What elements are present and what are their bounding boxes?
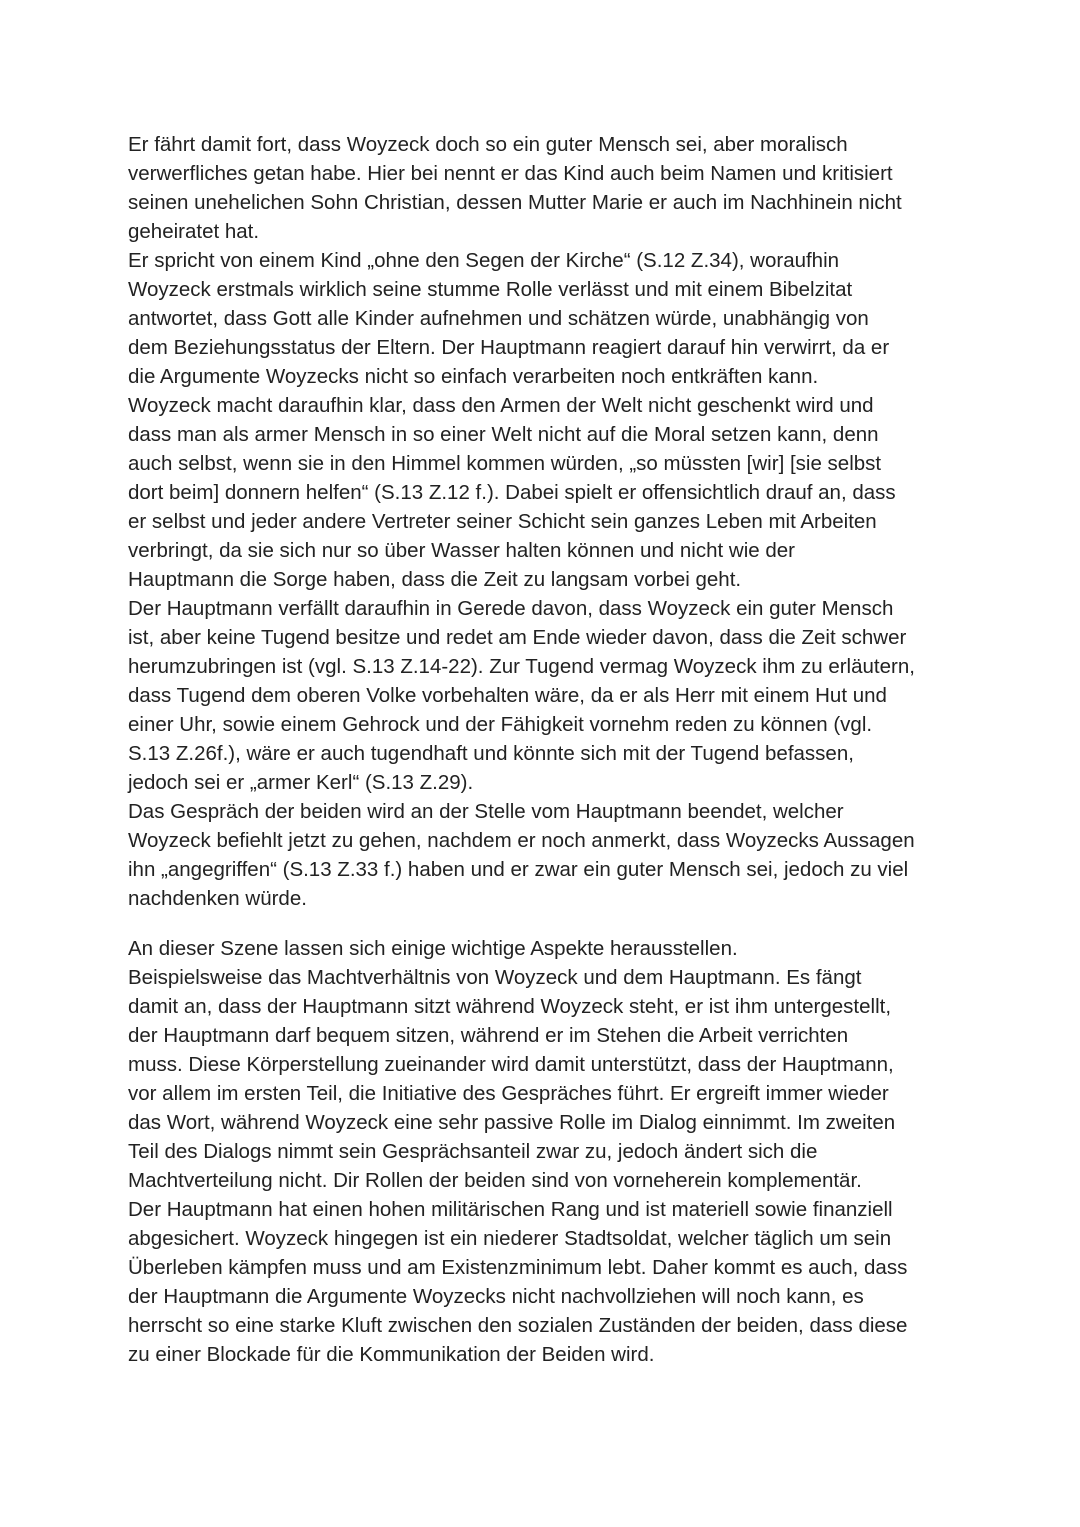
text-line: Teil des Dialogs nimmt sein Gesprächsanteil zwar zu, jedoch ändert sich die [128,1140,818,1163]
text-line: dass man als armer Mensch in so einer Welt nicht auf die Moral setzen kann, denn [128,423,879,446]
text-line: abgesichert. Woyzeck hingegen ist ein niederer Stadtsoldat, welcher täglich um sein [128,1227,892,1250]
text-line: muss. Diese Körperstellung zueinander wird damit unterstützt, dass der Hauptmann, [128,1053,894,1076]
text-line: ihn „angegriffen“ (S.13 Z.33 f.) haben und er zwar ein guter Mensch sei, jedoch zu viel [128,858,909,881]
text-line: herumzubringen ist (vgl. S.13 Z.14-22). Zur Tugend vermag Woyzeck ihm zu erläutern, [128,655,915,678]
text-line: Machtverteilung nicht. Dir Rollen der beiden sind von vorneherein komplementär. [128,1169,862,1192]
text-line: seinen unehelichen Sohn Christian, dessen Mutter Marie er auch im Nachhinein nicht [128,191,902,214]
text-line: dort beim] donnern helfen“ (S.13 Z.12 f.). Dabei spielt er offensichtlich drauf an, dass [128,481,896,504]
text-line: Der Hauptmann verfällt daraufhin in Gerede davon, dass Woyzeck ein guter Mensch [128,597,894,620]
text-line: dem Beziehungsstatus der Eltern. Der Hauptmann reagiert darauf hin verwirrt, da er [128,336,890,359]
text-line: auch selbst, wenn sie in den Himmel kommen würden, „so müssten [wir] [sie selbst [128,452,882,475]
text-line: er selbst und jeder andere Vertreter seiner Schicht sein ganzes Leben mit Arbeiten [128,510,877,533]
text-line: der Hauptmann darf bequem sitzen, während er im Stehen die Arbeit verrichten [128,1024,849,1047]
text-line: das Wort, während Woyzeck eine sehr passive Rolle im Dialog einnimmt. Im zweiten [128,1111,896,1134]
text-line: zu einer Blockade für die Kommunikation der Beiden wird. [128,1343,655,1366]
text-line: Er fährt damit fort, dass Woyzeck doch so ein guter Mensch sei, aber moralisch [128,133,848,156]
text-line: herrscht so eine starke Kluft zwischen den sozialen Zuständen der beiden, dass diese [128,1314,908,1337]
text-line: S.13 Z.26f.), wäre er auch tugendhaft und könnte sich mit der Tugend befassen, [128,742,854,765]
text-line: Er spricht von einem Kind „ohne den Segen der Kirche“ (S.12 Z.34), woraufhin [128,249,840,272]
text-line: dass Tugend dem oberen Volke vorbehalten wäre, da er als Herr mit einem Hut und [128,684,887,707]
text-line: Der Hauptmann hat einen hohen militärischen Rang und ist materiell sowie finanziell [128,1198,893,1221]
text-line: Woyzeck befiehlt jetzt zu gehen, nachdem er noch anmerkt, dass Woyzecks Aussagen [128,829,915,852]
text-line: jedoch sei er „armer Kerl“ (S.13 Z.29). [128,771,474,794]
text-line: die Argumente Woyzecks nicht so einfach verarbeiten noch entkräften kann. [128,365,819,388]
text-line: damit an, dass der Hauptmann sitzt während Woyzeck steht, er ist ihm untergestellt, [128,995,892,1018]
text-line: Woyzeck erstmals wirklich seine stumme Rolle verlässt und mit einem Bibelzitat [128,278,853,301]
text-line: verbringt, da sie sich nur so über Wasser halten können und nicht wie der [128,539,795,562]
text-line: antwortet, dass Gott alle Kinder aufnehmen und schätzen würde, unabhängig von [128,307,869,330]
text-line: Hauptmann die Sorge haben, dass die Zeit zu langsam vorbei geht. [128,568,742,591]
text-line: einer Uhr, sowie einem Gehrock und der Fähigkeit vornehm reden zu können (vgl. [128,713,873,736]
text-line: Das Gespräch der beiden wird an der Stelle vom Hauptmann beendet, welcher [128,800,844,823]
text-line: Überleben kämpfen muss und am Existenzminimum lebt. Daher kommt es auch, dass [128,1256,908,1279]
text-line: geheiratet hat. [128,220,260,243]
text-line: nachdenken würde. [128,887,307,910]
paragraph-analysis [128,934,968,1369]
paragraph-scene-summary [128,130,968,913]
text-line: Woyzeck macht daraufhin klar, dass den Armen der Welt nicht geschenkt wird und [128,394,874,417]
text-line: ist, aber keine Tugend besitze und redet am Ende wieder davon, dass die Zeit schwer [128,626,907,649]
text-line: vor allem im ersten Teil, die Initiative des Gespräches führt. Er ergreift immer wieder [128,1082,889,1105]
text-line: An dieser Szene lassen sich einige wichtige Aspekte herausstellen. [128,937,738,960]
text-line: verwerfliches getan habe. Hier bei nennt er das Kind auch beim Namen und kritisiert [128,162,893,185]
text-line: Beispielsweise das Machtverhältnis von Woyzeck und dem Hauptmann. Es fängt [128,966,862,989]
text-line: der Hauptmann die Argumente Woyzecks nicht nachvollziehen will noch kann, es [128,1285,864,1308]
